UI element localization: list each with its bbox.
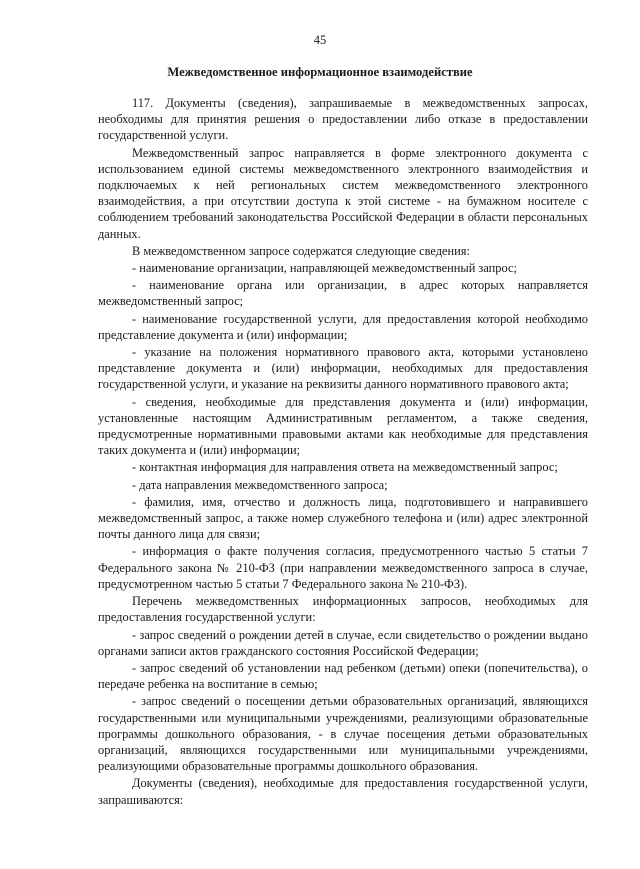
list-item: - наименование государственной услуги, для предоставления которой необходимо представление документа и (или) информации; bbox=[98, 311, 588, 342]
paragraph: В межведомственном запросе содержатся следующие сведения: bbox=[132, 243, 470, 258]
list-item: - контактная информация для направления ответа на межведомственный запрос; bbox=[132, 460, 558, 475]
list-item: - сведения, необходимые для представления документа и (или) информации, установленные настоящим Административным регламентом, а также сведения, предусмотренные нормативными правовыми актами как необходимые для представления таких документа и (или) информации; bbox=[98, 394, 588, 458]
list-item: - дата направления межведомственного запроса; bbox=[132, 477, 388, 492]
list-item: - информация о факте получения согласия, предусмотренного частью 5 статьи 7 Федерального закона № 210-ФЗ (при направлении межведомственного запроса в случае, предусмотренном частью 5 статьи 7 Федерального закона № 210-ФЗ). bbox=[98, 544, 588, 591]
list-item: - наименование организации, направляющей межведомственный запрос; bbox=[132, 261, 517, 276]
paragraph: Межведомственный запрос направляется в форме электронного документа с использованием единой системы межведомственного электронного взаимодействия и подключаемых к ней региональных систем межведомственного электронного взаимодействия, а при отсутствии доступа к этой системе - на бумажном носителе с соблюдением требований законодательства Российской Федерации в области персональных данных. bbox=[98, 145, 588, 241]
paragraph: Документы (сведения), необходимые для предоставления государственной услуги, запрашиваются: bbox=[98, 776, 588, 807]
list-item: - фамилия, имя, отчество и должность лица, подготовившего и направившего межведомственный запрос, а также номер служебного телефона и (или) адрес электронной почты данного лица для связи; bbox=[98, 494, 588, 542]
paragraph: Перечень межведомственных информационных запросов, необходимых для предоставления государственной услуги: bbox=[98, 594, 588, 625]
paragraph: 117. Документы (сведения), запрашиваемые в межведомственных запросах, необходимы для принятия решения о предоставлении либо отказе в предоставлении государственной услуги. bbox=[98, 96, 588, 143]
section-heading: Межведомственное информационное взаимодействие bbox=[167, 65, 473, 79]
list-item: - запрос сведений об установлении над ребенком (детьми) опеки (попечительства), о передаче ребенка на воспитание в семью; bbox=[98, 660, 588, 692]
list-item: - наименование органа или организации, в адрес которых направляется межведомственный запрос; bbox=[98, 278, 588, 309]
document-body bbox=[98, 95, 588, 808]
list-item: - запрос сведений о посещении детьми образовательных организаций, являющихся государственными или муниципальными учреждениями, реализующими образовательные программы дошкольного образования, - в случае посещения детьми образовательных организаций, являющихся государственными или муниципальными учреждениями, реализующими образовательные программы дошкольного образования. bbox=[98, 694, 588, 774]
page-number: 45 bbox=[313, 33, 327, 47]
list-item: - указание на положения нормативного правового акта, которыми установлено представление документа и (или) информации, необходимых для предоставления государственной услуги, и указание на реквизиты данного нормативного правового акта; bbox=[98, 345, 588, 392]
list-item: - запрос сведений о рождении детей в случае, если свидетельство о рождении выдано органами записи актов гражданского состояния Российской Федерации; bbox=[98, 627, 588, 658]
